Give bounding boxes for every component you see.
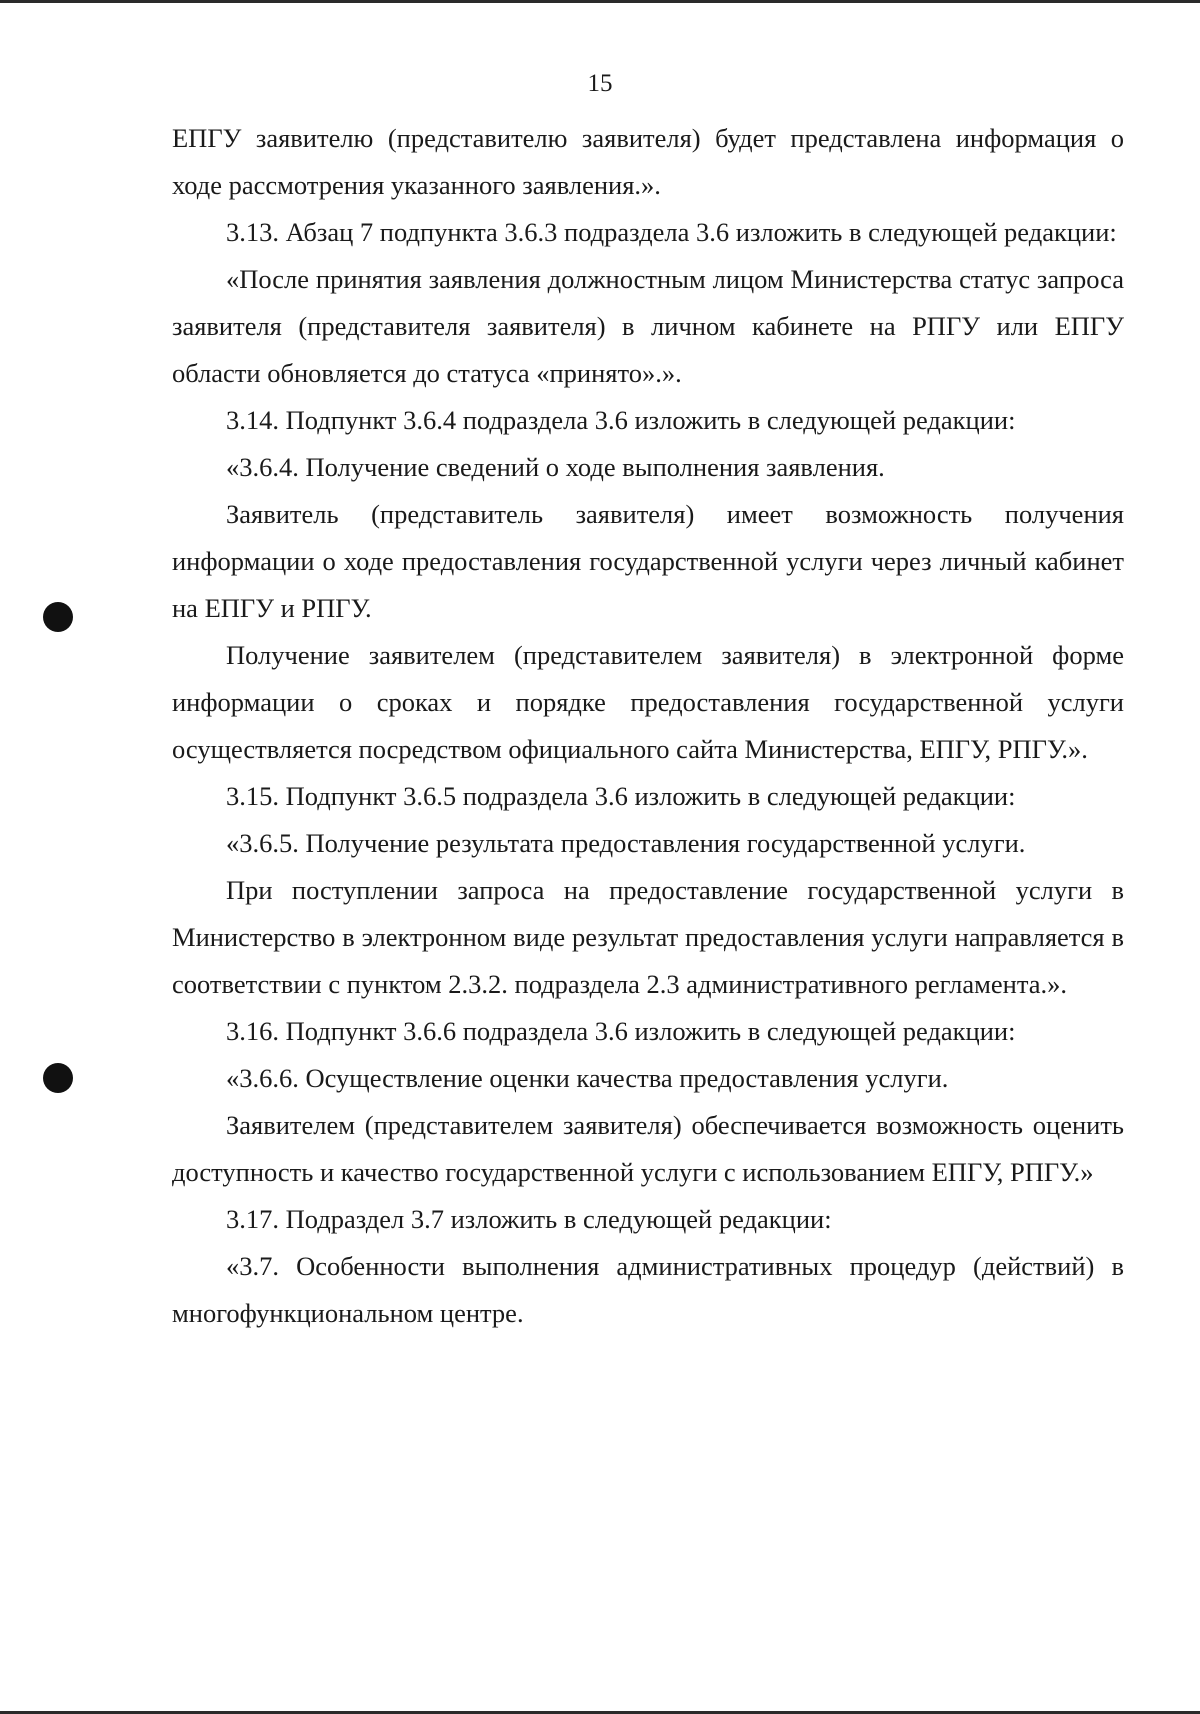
paragraph-amendment-3-16: 3.16. Подпункт 3.6.6 подраздела 3.6 изложить в следующей редакции: (226, 1016, 1016, 1046)
paragraph-amendment-3-15: 3.15. Подпункт 3.6.5 подраздела 3.6 изложить в следующей редакции: (226, 781, 1016, 811)
page-top-edge (0, 0, 1200, 3)
document-body (172, 115, 1124, 1337)
paragraph-3-6-5-title: «3.6.5. Получение результата предоставления государственной услуги. (226, 828, 1026, 858)
paragraph-continuation: ЕПГУ заявителю (представителю заявителя) будет представлена информация о ходе рассмотрения указанного заявления.». (172, 123, 1124, 200)
paragraph-3-7-title: «3.7. Особенности выполнения административных процедур (действий) в многофункциональном центре. (172, 1251, 1124, 1328)
punch-hole-upper (43, 602, 73, 632)
paragraph-amendment-3-17: 3.17. Подраздел 3.7 изложить в следующей редакции: (226, 1204, 832, 1234)
paragraph-amendment-3-13: 3.13. Абзац 7 подпункта 3.6.3 подраздела 3.6 изложить в следующей редакции: (226, 217, 1117, 247)
paragraph-request-result: При поступлении запроса на предоставление государственной услуги в Министерство в электронном виде результат предоставления услуги направляется в соответствии с пунктом 2.3.2. подраздела 2.3 административного регламента.». (172, 875, 1124, 999)
paragraph-quality-assessment: Заявителем (представителем заявителя) обеспечивается возможность оценить доступность и качество государственной услуги с использованием ЕПГУ, РПГУ.» (172, 1110, 1124, 1187)
paragraph-electronic-info: Получение заявителем (представителем заявителя) в электронной форме информации о сроках и порядке предоставления государственной услуги осуществляется посредством официального сайта Министерства, ЕПГУ, РПГУ.». (172, 640, 1124, 764)
punch-hole-lower (43, 1063, 73, 1093)
paragraph-applicant-info: Заявитель (представитель заявителя) имеет возможность получения информации о ходе предоставления государственной услуги через личный кабинет на ЕПГУ и РПГУ. (172, 499, 1124, 623)
paragraph-3-6-6-title: «3.6.6. Осуществление оценки качества предоставления услуги. (226, 1063, 949, 1093)
paragraph-3-6-4-title: «3.6.4. Получение сведений о ходе выполнения заявления. (226, 452, 885, 482)
paragraph-quote-status: «После принятия заявления должностным лицом Министерства статус запроса заявителя (представителя заявителя) в личном кабинете на РПГУ или ЕПГУ области обновляется до статуса «принято».». (172, 264, 1124, 388)
paragraph-amendment-3-14: 3.14. Подпункт 3.6.4 подраздела 3.6 изложить в следующей редакции: (226, 405, 1016, 435)
page-number: 15 (587, 70, 613, 97)
